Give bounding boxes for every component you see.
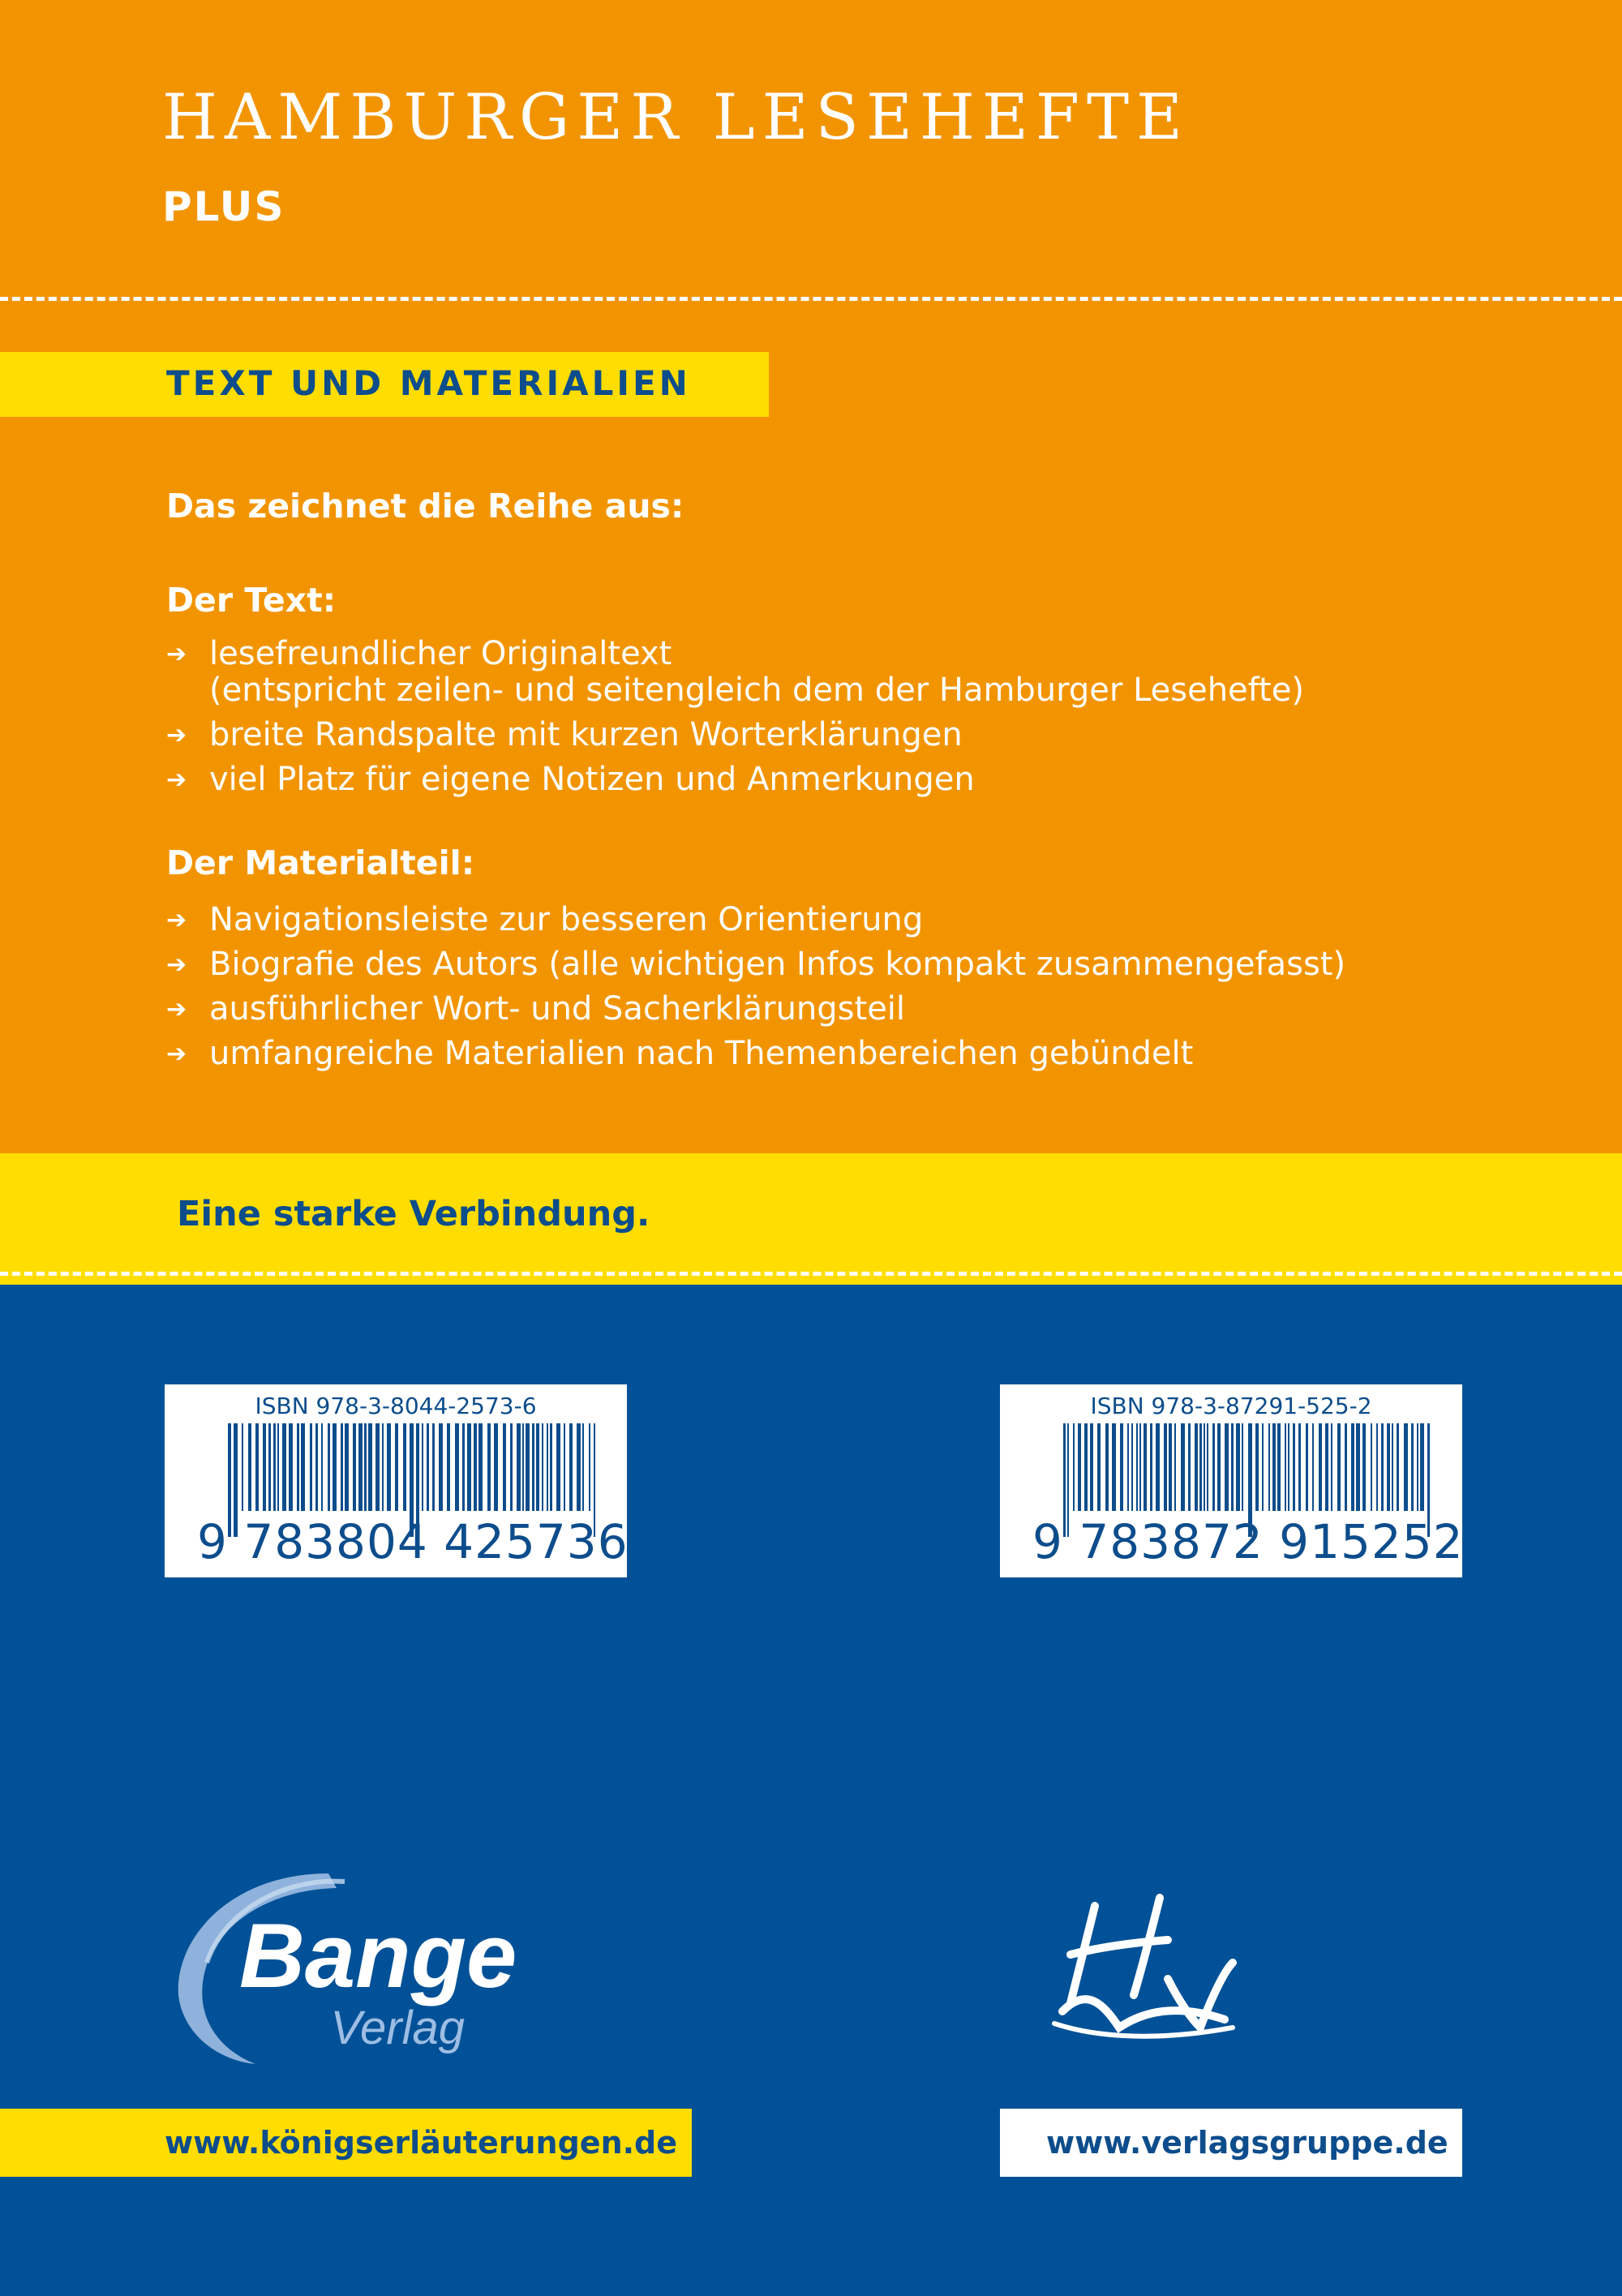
barcode-bar <box>1212 1423 1215 1511</box>
barcode-bar <box>333 1423 337 1511</box>
hlv-logo <box>1038 1890 1249 2044</box>
list-item-text: breite Randspalte mit kurzen Worterklärungen <box>209 716 963 753</box>
isbn-digits: 9 783872 915252 <box>1032 1514 1464 1569</box>
barcode-bar <box>248 1423 251 1511</box>
arrow-icon: ➔ <box>166 995 187 1024</box>
arrow-icon: ➔ <box>166 766 187 794</box>
series-title: HAMBURGER LESEHEFTE <box>162 81 1190 154</box>
material-feature-list <box>166 902 1345 1080</box>
barcode-bar <box>1207 1423 1208 1511</box>
isbn-label: ISBN 978-3-87291-525-2 <box>1090 1393 1372 1419</box>
barcode-bar <box>345 1423 349 1511</box>
barcode-bar <box>364 1423 367 1511</box>
dashed-divider-bottom <box>0 1272 1622 1276</box>
barcode-bar <box>353 1423 356 1511</box>
barcode-bar <box>1112 1423 1116 1511</box>
arrow-icon: ➔ <box>166 1040 187 1068</box>
material-section-heading: Der Materialteil: <box>166 843 475 882</box>
claim-text: Eine starke Verbindung. <box>177 1194 650 1234</box>
barcode-bar <box>1387 1423 1390 1511</box>
barcode-bar <box>1164 1423 1167 1511</box>
barcode-bar <box>1277 1423 1281 1511</box>
category-tag-label: TEXT UND MATERIALIEN <box>166 363 691 403</box>
barcode-bar <box>582 1423 584 1511</box>
barcode-bar <box>1337 1423 1341 1511</box>
barcode-bar <box>487 1423 491 1511</box>
list-item-text: viel Platz für eigene Notizen und Anmerkungen <box>209 761 975 798</box>
barcode-bar <box>387 1423 391 1511</box>
list-item-text: Navigationsleiste zur besseren Orientierung <box>209 901 924 938</box>
barcode-bar <box>1397 1423 1399 1511</box>
barcode-bar <box>1381 1423 1384 1511</box>
url-left[interactable]: www.königserläuterungen.de <box>165 2125 678 2161</box>
barcode-bar <box>1376 1423 1378 1511</box>
barcode-bar <box>263 1423 266 1511</box>
barcode-bar <box>1293 1423 1295 1511</box>
list-item <box>166 717 1304 753</box>
barcode-hlv <box>1000 1384 1462 1577</box>
barcode-bar <box>310 1423 312 1511</box>
barcode-bar <box>1288 1423 1289 1511</box>
barcode-bar <box>1131 1423 1133 1511</box>
barcode-bar <box>1120 1423 1123 1511</box>
barcode-bar <box>1345 1423 1347 1511</box>
barcode-bar <box>494 1423 498 1511</box>
barcode-bar <box>1392 1423 1393 1511</box>
barcode-bar <box>1139 1423 1141 1511</box>
barcode-bar <box>242 1423 243 1511</box>
barcode-bar <box>1285 1423 1286 1511</box>
barcode-bar <box>447 1423 450 1511</box>
barcode-bar <box>427 1423 429 1511</box>
barcode-bar <box>432 1423 435 1511</box>
barcode-bar <box>382 1423 384 1511</box>
barcode-bar <box>422 1423 423 1511</box>
series-subtitle: PLUS <box>162 183 285 230</box>
text-feature-list <box>166 636 1304 806</box>
barcode-bar <box>1231 1423 1234 1511</box>
barcode-bar <box>1242 1423 1243 1511</box>
barcode-bar <box>1217 1423 1221 1511</box>
barcode-bar <box>517 1423 521 1511</box>
barcode-bange <box>165 1384 627 1577</box>
barcode-bar <box>1150 1423 1152 1511</box>
barcode-bar <box>556 1423 560 1511</box>
list-item-text: umfangreiche Materialien nach Themenbereichen gebündelt <box>209 1035 1194 1072</box>
barcode-bar <box>1404 1423 1408 1511</box>
barcode-bar <box>510 1423 513 1511</box>
barcode-bar <box>273 1423 276 1511</box>
barcode-bar <box>1105 1423 1109 1511</box>
list-item-text: lesefreundlicher Originaltext <box>209 635 672 672</box>
barcode-bar <box>1136 1423 1138 1511</box>
barcode-bar <box>1174 1423 1176 1511</box>
barcode-bar <box>569 1423 573 1511</box>
barcode-bar <box>315 1423 318 1511</box>
barcode-bar <box>1272 1423 1276 1511</box>
barcode-bar <box>1356 1423 1360 1511</box>
url-box-right <box>1000 2109 1462 2177</box>
arrow-icon: ➔ <box>166 906 187 934</box>
list-item <box>166 762 1304 798</box>
barcode-bar <box>368 1423 372 1511</box>
barcode-bar <box>589 1423 590 1511</box>
barcode-bar <box>395 1423 398 1511</box>
barcode-bar <box>1090 1423 1093 1511</box>
url-right[interactable]: www.verlagsgruppe.de <box>1046 2125 1448 2161</box>
barcode-bar <box>536 1423 539 1511</box>
barcode-bar <box>1097 1423 1101 1511</box>
barcode-bar <box>1181 1423 1185 1511</box>
isbn-label: ISBN 978-3-8044-2573-6 <box>255 1393 537 1419</box>
barcode-bar <box>522 1423 524 1511</box>
list-item <box>166 991 1345 1028</box>
barcode-bar <box>550 1423 552 1511</box>
barcode-bar <box>328 1423 330 1511</box>
barcode-bar <box>255 1423 259 1511</box>
barcode-bar <box>1268 1423 1270 1511</box>
url-box-left <box>0 2109 692 2177</box>
barcode-bar <box>268 1423 271 1511</box>
barcode-bar <box>1331 1423 1332 1511</box>
barcode-bar <box>1204 1423 1205 1511</box>
barcode-bar <box>1351 1423 1354 1511</box>
barcode-bar <box>455 1423 459 1511</box>
barcode-bar <box>1262 1423 1264 1511</box>
category-tag <box>0 352 769 417</box>
barcode-bar <box>1417 1423 1418 1511</box>
list-item-text: ausführlicher Wort- und Sacherklärungsteil <box>209 990 906 1028</box>
barcode-bar <box>1411 1423 1414 1511</box>
barcode-bar <box>1188 1423 1191 1511</box>
barcode-bar <box>467 1423 471 1511</box>
barcode-bar <box>1084 1423 1088 1511</box>
barcode-bar <box>1156 1423 1160 1511</box>
barcode-bar <box>1255 1423 1259 1511</box>
barcode-bar <box>1225 1423 1229 1511</box>
barcode-bar <box>547 1423 548 1511</box>
barcode-bar <box>1319 1423 1322 1511</box>
isbn-digits: 9 783804 425736 <box>197 1514 629 1569</box>
barcode-bar <box>1371 1423 1372 1511</box>
barcode-bar <box>301 1423 305 1511</box>
barcode-bar <box>321 1423 323 1511</box>
text-section-heading: Der Text: <box>166 581 337 620</box>
barcode-bar <box>1127 1423 1129 1511</box>
barcode-bar <box>375 1423 380 1511</box>
dashed-divider-top <box>0 297 1622 301</box>
barcode-bar <box>341 1423 343 1511</box>
barcode-bar <box>1325 1423 1328 1511</box>
intro-text: Das zeichnet die Reihe aus: <box>166 487 684 526</box>
barcode-bar <box>1306 1423 1308 1511</box>
bange-logo-sub: Verlag <box>330 2002 465 2054</box>
barcode-bar <box>542 1423 543 1511</box>
list-item-note: (entspricht zeilen- und seitengleich dem der Hamburger Lesehefte) <box>209 672 1304 709</box>
list-item <box>166 902 1345 938</box>
hlv-monogram-icon <box>1062 1898 1233 2028</box>
list-item <box>166 636 1304 709</box>
barcode-bar <box>403 1423 406 1511</box>
barcode-bar <box>297 1423 299 1511</box>
barcode-bar <box>439 1423 443 1511</box>
barcode-bar <box>1073 1423 1075 1511</box>
barcode-bar <box>577 1423 581 1511</box>
list-item-text: Biografie des Autors (alle wichtigen Infos kompakt zusammengefasst) <box>209 946 1346 983</box>
barcode-bar <box>532 1423 534 1511</box>
barcode-bar <box>526 1423 530 1511</box>
barcode-bar <box>282 1423 286 1511</box>
barcode-bar <box>1078 1423 1081 1511</box>
barcode-bar <box>1298 1423 1301 1511</box>
barcode-bar <box>289 1423 293 1511</box>
bange-verlag-logo <box>158 1857 612 2068</box>
list-item <box>166 1036 1345 1072</box>
barcode-bar <box>1362 1423 1366 1511</box>
arrow-icon: ➔ <box>166 951 187 979</box>
barcode-bar <box>1195 1423 1198 1511</box>
barcode-bar <box>1199 1423 1202 1511</box>
arrow-icon: ➔ <box>166 640 187 668</box>
barcode-bar <box>277 1423 279 1511</box>
barcode-bar <box>1144 1423 1147 1511</box>
barcode-bar <box>503 1423 506 1511</box>
barcode-bar <box>462 1423 465 1511</box>
barcode-bar <box>564 1423 565 1511</box>
barcode-bar <box>1236 1423 1240 1511</box>
barcode-bar <box>358 1423 363 1511</box>
barcode-bar <box>1312 1423 1314 1511</box>
list-item <box>166 946 1345 983</box>
arrow-icon: ➔ <box>166 721 187 749</box>
barcode-bar <box>1420 1423 1424 1511</box>
barcode-bar <box>1169 1423 1172 1511</box>
barcode-bar <box>474 1423 477 1511</box>
bange-logo-name: Bange <box>239 1905 517 2006</box>
barcode-bar <box>478 1423 483 1511</box>
